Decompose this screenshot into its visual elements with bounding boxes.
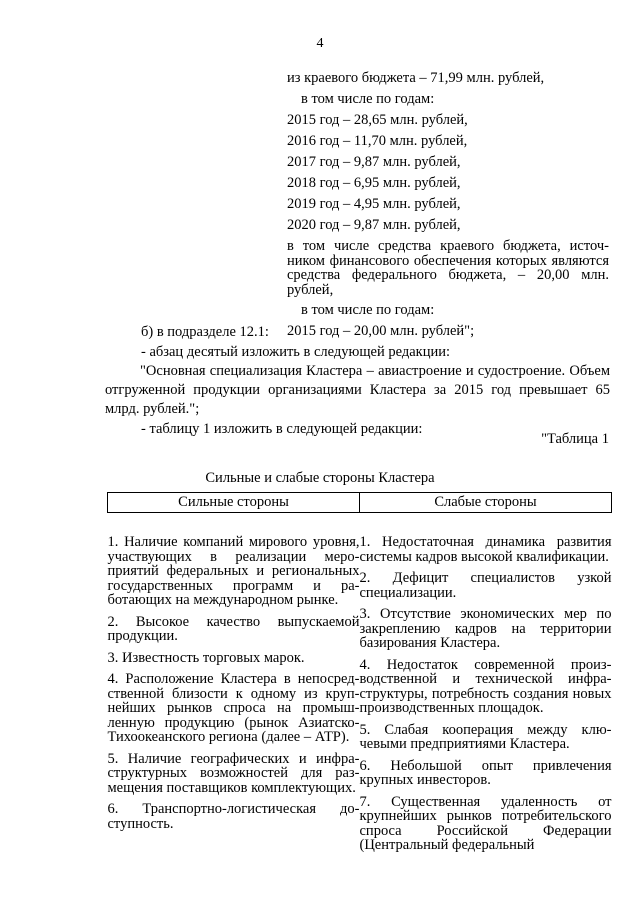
- weakness-item: 5. Слабая кооперация между ключевыми предприятиями Кластера.: [359, 721, 612, 752]
- weakness-item: 4. Недостаток современной производственной и технической инфраструктуры, потребность создания новых производственных площадок.: [359, 656, 612, 716]
- weaknesses-column: [360, 513, 612, 853]
- table-title: Сильные и слабые стороны Кластера: [205, 470, 435, 486]
- weakness-item: 6. Небольшой опыт привлечения крупных инвесторов.: [359, 757, 612, 788]
- table-label: "Таблица 1: [541, 431, 609, 447]
- strength-item: 1. Наличие компаний мирового уровня, участвующих в реализации мероприятий федеральных и региональных государственных программ и работающих на международном рынке.: [107, 534, 360, 608]
- weaknesses-header: Слабые стороны: [360, 493, 612, 513]
- weakness-item: 1. Недостаточная динамика развития системы кадров высокой квалификации.: [359, 534, 612, 565]
- year-2015-federal-line: 2015 год – 20,00 млн. рублей";: [287, 323, 475, 339]
- weakness-item: 3. Отсутствие экономических мер по закреплению кадров на территории базирования Кластера.: [359, 606, 612, 651]
- budget-block: [287, 68, 609, 342]
- strength-item: 6. Транспортно-логистическая доступность.: [107, 801, 360, 832]
- weakness-item: 2. Дефицит специалистов узкой специализации.: [359, 570, 612, 601]
- page-number: 4: [316, 36, 324, 51]
- table-header-row: [108, 493, 612, 513]
- strengths-header: Сильные стороны: [108, 493, 360, 513]
- by-years-heading-2: в том числе по годам:: [301, 302, 435, 318]
- year-line: 2015 год – 28,65 млн. рублей,: [287, 112, 468, 128]
- by-years-heading: в том числе по годам:: [301, 91, 435, 107]
- strength-item: 5. Наличие географических и инфраструктурных возможностей для размещения поставщиков комплектующих.: [107, 750, 360, 796]
- year-line: 2017 год – 9,87 млн. рублей,: [287, 154, 461, 170]
- regional-budget-line: из краевого бюджета – 71,99 млн. рублей,: [287, 70, 545, 86]
- year-line: 2020 год – 9,87 млн. рублей,: [287, 217, 461, 233]
- strengths-column: [108, 513, 360, 853]
- specialization-quote: "Основная специализация Кластера – авиастроение и судостроение. Объем отгруженной продукции организациями Кластера за 2015 год превышает 65 млрд. рублей.";: [105, 363, 610, 417]
- swot-table: [107, 492, 612, 853]
- subsection-line: б) в подразделе 12.1:: [141, 324, 269, 340]
- federal-funds-note: в том числе средства краевого бюджета, источником финансового обеспечения которых являются средства федерального бюджета, – 20,00 млн. рублей,: [287, 238, 609, 298]
- paragraph-instruction: - абзац десятый изложить в следующей редакции:: [141, 344, 451, 360]
- year-line: 2019 год – 4,95 млн. рублей,: [287, 196, 461, 212]
- year-line: 2016 год – 11,70 млн. рублей,: [287, 133, 468, 149]
- strength-item: 3. Известность торговых марок.: [107, 649, 305, 666]
- weakness-item: 7. Существенная удаленность от крупнейших рынков потребительского спроса Российской Федерации (Центральный федеральный: [359, 793, 612, 853]
- table-row: [108, 513, 612, 853]
- strength-item: 2. Высокое качество выпускаемой продукции.: [107, 613, 360, 644]
- table-instruction: - таблицу 1 изложить в следующей редакции:: [141, 421, 423, 437]
- strength-item: 4. Расположение Кластера в непосредственной близости к одному из крупнейших рынков спроса на промышленную продукцию (рынок Азиатско-Тихоокеанского региона (далее – АТР).: [107, 671, 360, 745]
- year-line: 2018 год – 6,95 млн. рублей,: [287, 175, 461, 191]
- amendment-block: [106, 322, 610, 439]
